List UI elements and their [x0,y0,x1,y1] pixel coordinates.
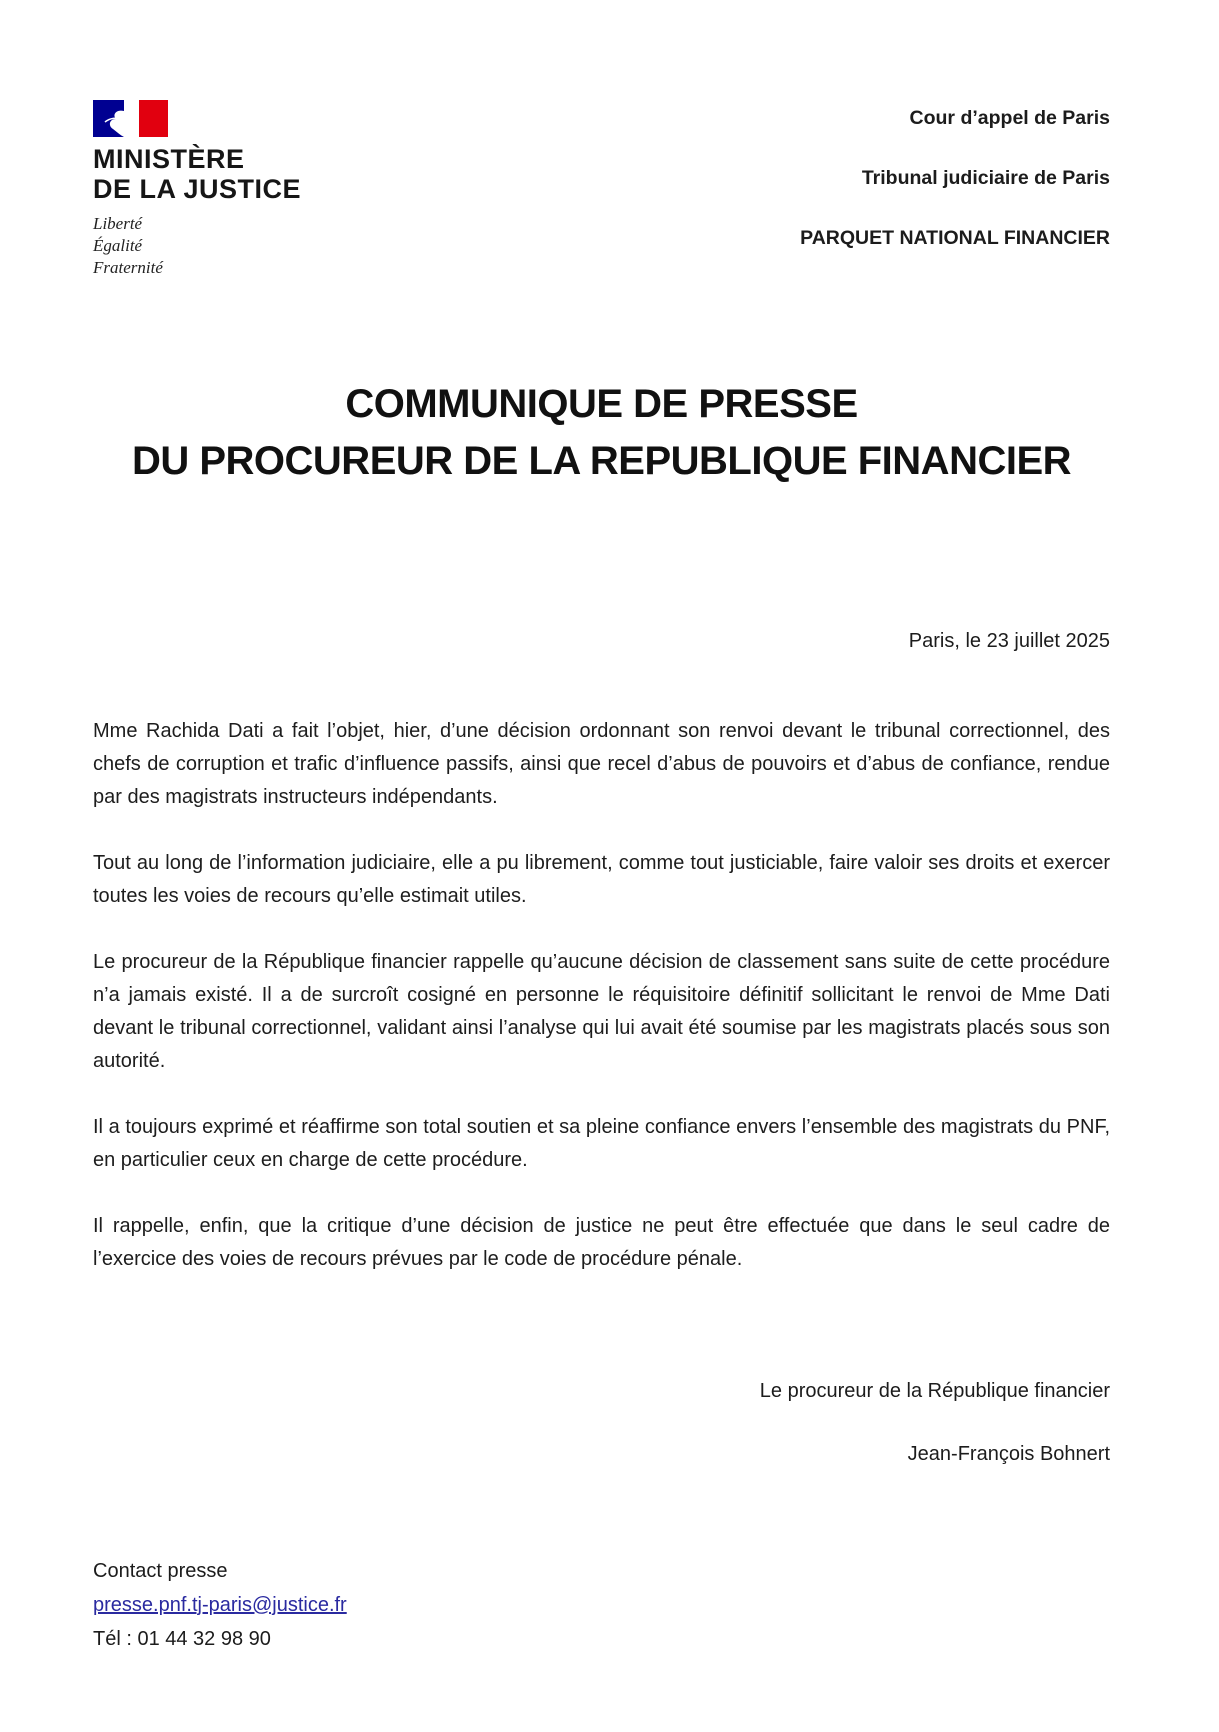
signature-block [93,1380,1110,1466]
ministry-name-line2: DE LA JUSTICE [93,174,302,204]
ministry-logo [93,100,353,279]
paragraph-5: Il rappelle, enfin, que la critique d’une décision de justice ne peut être effectuée que dans le seul cadre de l’exercice des voies de recours prévues par le code de procédure pénale. [93,1215,1110,1270]
french-flag-icon [93,100,168,137]
paragraph-4: Il a toujours exprimé et réaffirme son total soutien et sa pleine confiance envers l’ensemble des magistrats du PNF, en particulier ceux en charge de cette procédure. [93,1116,1110,1171]
motto-fraternite: Fraternité [93,258,163,277]
signatory-name: Jean-François Bohnert [907,1443,1110,1465]
title-line1: COMMUNIQUE DE PRESSE [345,382,858,426]
republic-motto [93,213,353,279]
title-line2: DU PROCUREUR DE LA REPUBLIQUE FINANCIER [131,439,1072,483]
press-release-body [93,715,1110,1276]
signatory-role: Le procureur de la République financier [759,1380,1110,1402]
parquet-line: PARQUET NATIONAL FINANCIER [800,227,1110,249]
press-contact-block [93,1554,1110,1656]
contact-email-link[interactable]: presse.pnf.tj-paris@justice.fr [93,1594,347,1616]
dateline: Paris, le 23 juillet 2025 [908,630,1110,652]
ministry-name [93,144,353,204]
paragraph-1: Mme Rachida Dati a fait l’objet, hier, d’une décision ordonnant son renvoi devant le tribunal correctionnel, des chefs de corruption et trafic d’influence passifs, ainsi que recel d’abus de pouvoirs et d’abus de confiance, rendue par des magistrats instructeurs indépendants. [93,720,1110,808]
motto-liberte: Liberté [93,214,143,233]
tribunal-line: Tribunal judiciaire de Paris [861,167,1110,189]
court-of-appeal-line: Cour d’appel de Paris [909,107,1110,129]
paragraph-2: Tout au long de l’information judiciaire, elle a pu librement, comme tout justiciable, faire valoir ses droits et exercer toutes les voies de recours qu’elle estimait utiles. [93,852,1110,907]
contact-label: Contact presse [93,1560,228,1582]
motto-egalite: Égalité [93,236,143,255]
page-title [93,376,1110,490]
contact-phone: Tél : 01 44 32 98 90 [93,1628,271,1650]
paragraph-3: Le procureur de la République financier rappelle qu’aucune décision de classement sans suite de cette procédure n’a jamais existé. Il a de surcroît cosigné en personne le réquisitoire définitif sollicitant le renvoi de Mme Dati devant le tribunal correctionnel, validant ainsi l’analyse qui lui avait été soumise par les magistrats placés sous son autorité. [93,951,1110,1072]
jurisdiction-block [800,100,1110,250]
document-header [93,100,1110,279]
ministry-name-line1: MINISTÈRE [93,144,245,174]
